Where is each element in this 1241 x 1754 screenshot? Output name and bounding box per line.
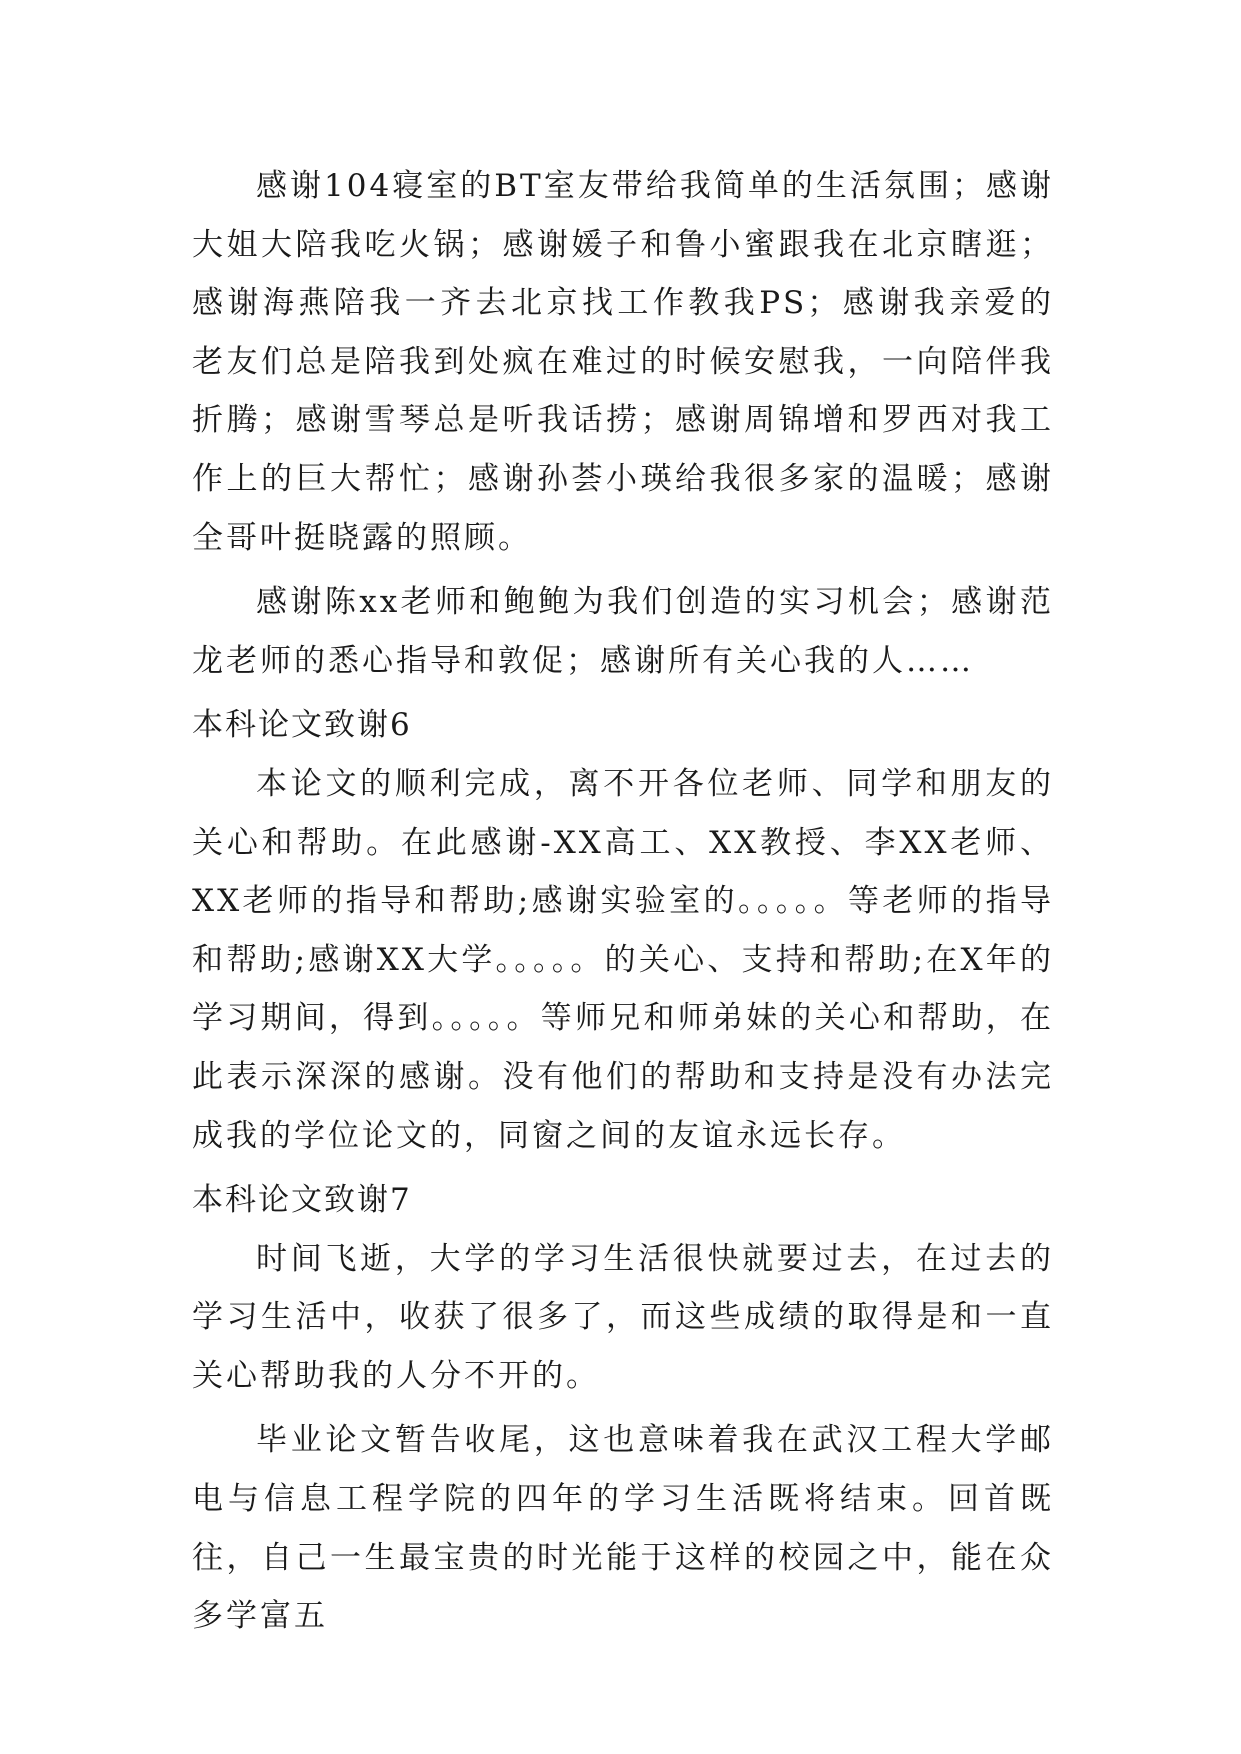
document-body — [192, 157, 1054, 1652]
paragraph-graduation: 毕业论文暂告收尾，这也意味着我在武汉工程大学邮电与信息工程学院的四年的学习生活既将结束。回首既往，自己一生最宝贵的时光能于这样的校园之中，能在众多学富五 — [192, 1422, 1054, 1635]
section-heading-7: 本科论文致谢7 — [192, 1182, 412, 1219]
paragraph-time-flies: 时间飞逝，大学的学习生活很快就要过去，在过去的学习生活中，收获了很多了，而这些成绩的取得是和一直关心帮助我的人分不开的。 — [192, 1240, 1054, 1394]
section-heading-6: 本科论文致谢6 — [192, 707, 412, 744]
paragraph-roommates-thanks: 感谢104寝室的BT室友带给我简单的生活氛围；感谢大姐大陪我吃火锅；感谢媛子和鲁小蜜跟我在北京瞎逛；感谢海燕陪我一齐去北京找工作教我PS；感谢我亲爱的老友们总是陪我到处疯在难过的时候安慰我，一向陪伴我折腾；感谢雪琴总是听我话捞；感谢周锦增和罗西对我工作上的巨大帮忙；感谢孙荟小瑛给我很多家的温暖；感谢全哥叶挺晓露的照顾。 — [192, 168, 1054, 556]
paragraph-thesis-thanks: 本论文的顺利完成，离不开各位老师、同学和朋友的关心和帮助。在此感谢-XX高工、XX教授、李XX老师、XX老师的指导和帮助;感谢实验室的。。。。。等老师的指导和帮助;感谢XX大学。。。。。的关心、支持和帮助;在X年的学习期间，得到。。。。。等师兄和师弟妹的关心和帮助，在此表示深深的感谢。没有他们的帮助和支持是没有办法完成我的学位论文的，同窗之间的友谊永远长存。 — [192, 765, 1054, 1154]
paragraph-teachers-thanks: 感谢陈xx老师和鲍鲍为我们创造的实习机会；感谢范龙老师的悉心指导和敦促；感谢所有关心我的人…… — [192, 584, 1054, 679]
